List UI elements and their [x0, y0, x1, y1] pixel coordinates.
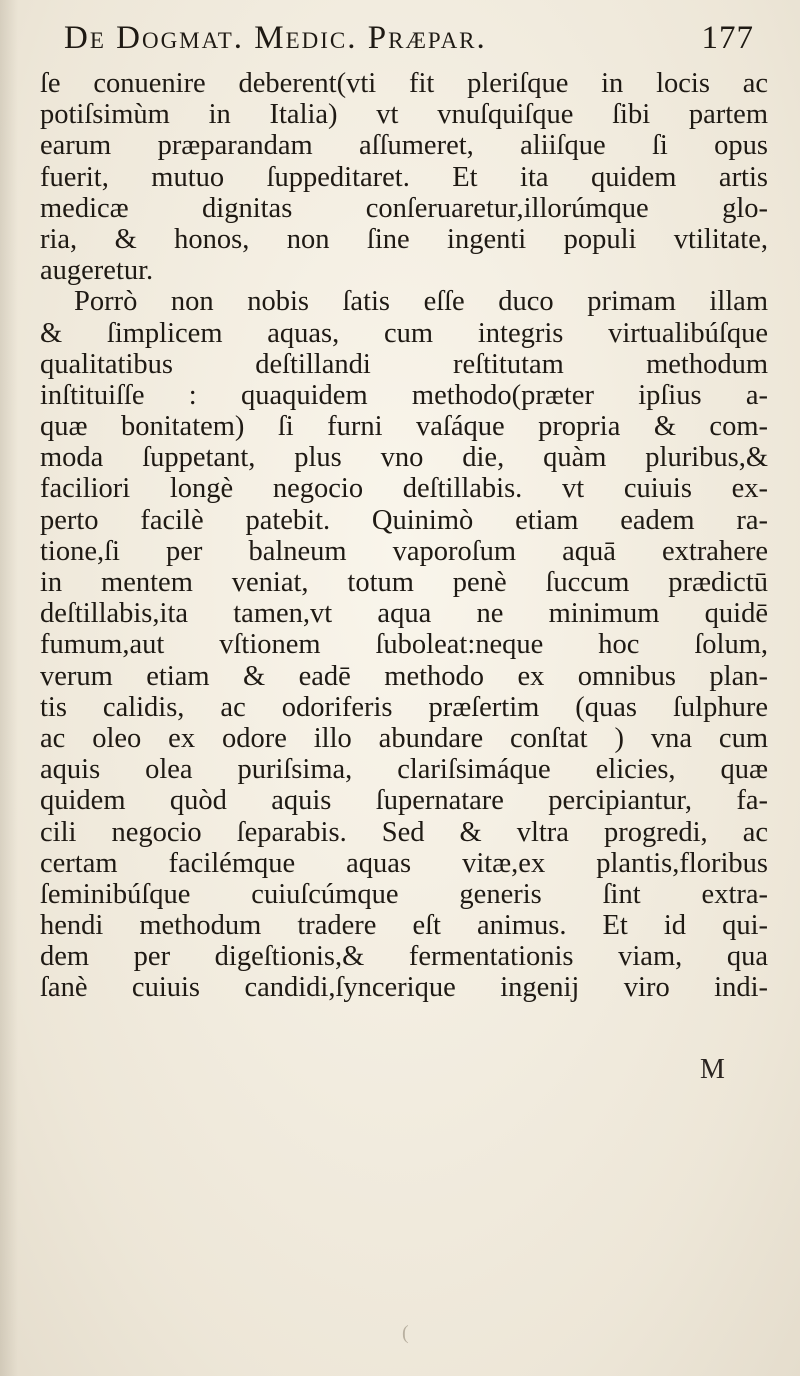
text-line: perto facilè patebit. Quinimò etiam eadem ra- — [40, 504, 768, 536]
text-line: earum præparandam aſſumeret, aliiſque ſi opus — [40, 130, 768, 162]
text-line: moda ſuppetant, plus vno die, quàm pluribus,& — [40, 442, 768, 474]
text-line: certam facilémque aquas vitæ,ex plantis,floribus — [40, 847, 768, 879]
text-line: Porrò non nobis ſatis eſſe duco primam illam — [74, 286, 768, 318]
catchword: M — [700, 1054, 725, 1085]
text-line: deſtillabis,ita tamen,vt aqua ne minimum quidē — [40, 598, 768, 630]
page-gutter-shadow — [0, 0, 18, 1376]
text-line: aquis olea puriſsima, clariſsimáque elicies, quæ — [40, 754, 768, 786]
text-line: qualitatibus deſtillandi reſtitutam methodum — [40, 348, 768, 380]
text-line: augeretur. — [40, 255, 154, 287]
running-title: De Dogmat. Medic. Præpar. — [64, 20, 487, 56]
text-line: & ſimplicem aquas, cum integris virtualibúſque — [40, 317, 768, 349]
text-line: ſeminibúſque cuiuſcúmque generis ſint extra- — [40, 878, 768, 910]
text-line: faciliori longè negocio deſtillabis. vt cuiuis ex- — [40, 473, 768, 505]
text-line: inſtituiſſe : quaquidem methodo(præter ipſius a- — [40, 379, 768, 411]
text-line: ſe conuenire deberent(vti fit pleriſque in locis ac — [40, 68, 768, 99]
page-number: 177 — [701, 20, 754, 56]
text-line: cili negocio ſeparabis. Sed & vltra progredi, ac — [40, 816, 768, 848]
text-line: in mentem veniat, totum penè ſuccum prædictū — [40, 567, 768, 598]
text-line: ac oleo ex odore illo abundare conſtat ) vna cum — [40, 722, 768, 754]
text-line: verum etiam & eadē methodo ex omnibus plan- — [40, 660, 768, 692]
text-line: potiſsimùm in Italia) vt vnuſquiſque ſibi partem — [40, 99, 768, 131]
text-line: tione,ſi per balneum vaporoſum aquā extrahere — [40, 535, 768, 567]
running-head — [64, 20, 754, 64]
text-line: quæ bonitatem) ſi furni vaſáque propria & com- — [40, 411, 768, 443]
text-line: fuerit, mutuo ſuppeditaret. Et ita quidem artis — [40, 161, 768, 193]
text-line: ria, & honos, non ſine ingenti populi vtilitate, — [40, 223, 768, 255]
text-line: dem per digeſtionis,& fermentationis viam, qua — [40, 941, 768, 973]
text-line: quidem quòd aquis ſupernatare percipiantur, fa- — [40, 785, 768, 817]
text-line: tis calidis, ac odoriferis præſertim (quas ſulphure — [40, 691, 768, 723]
text-line: ſanè cuiuis candidi,ſyncerique ingenij viro indi- — [40, 972, 768, 1004]
text-line: hendi methodum tradere eſt animus. Et id qui- — [40, 910, 768, 942]
text-line: medicæ dignitas conſeruaretur,illorúmque glo- — [40, 192, 768, 224]
body-text — [40, 68, 768, 1004]
text-line: fumum,aut vſtionem ſuboleat:neque hoc ſolum, — [40, 629, 768, 661]
stray-mark: ( — [402, 1322, 409, 1344]
